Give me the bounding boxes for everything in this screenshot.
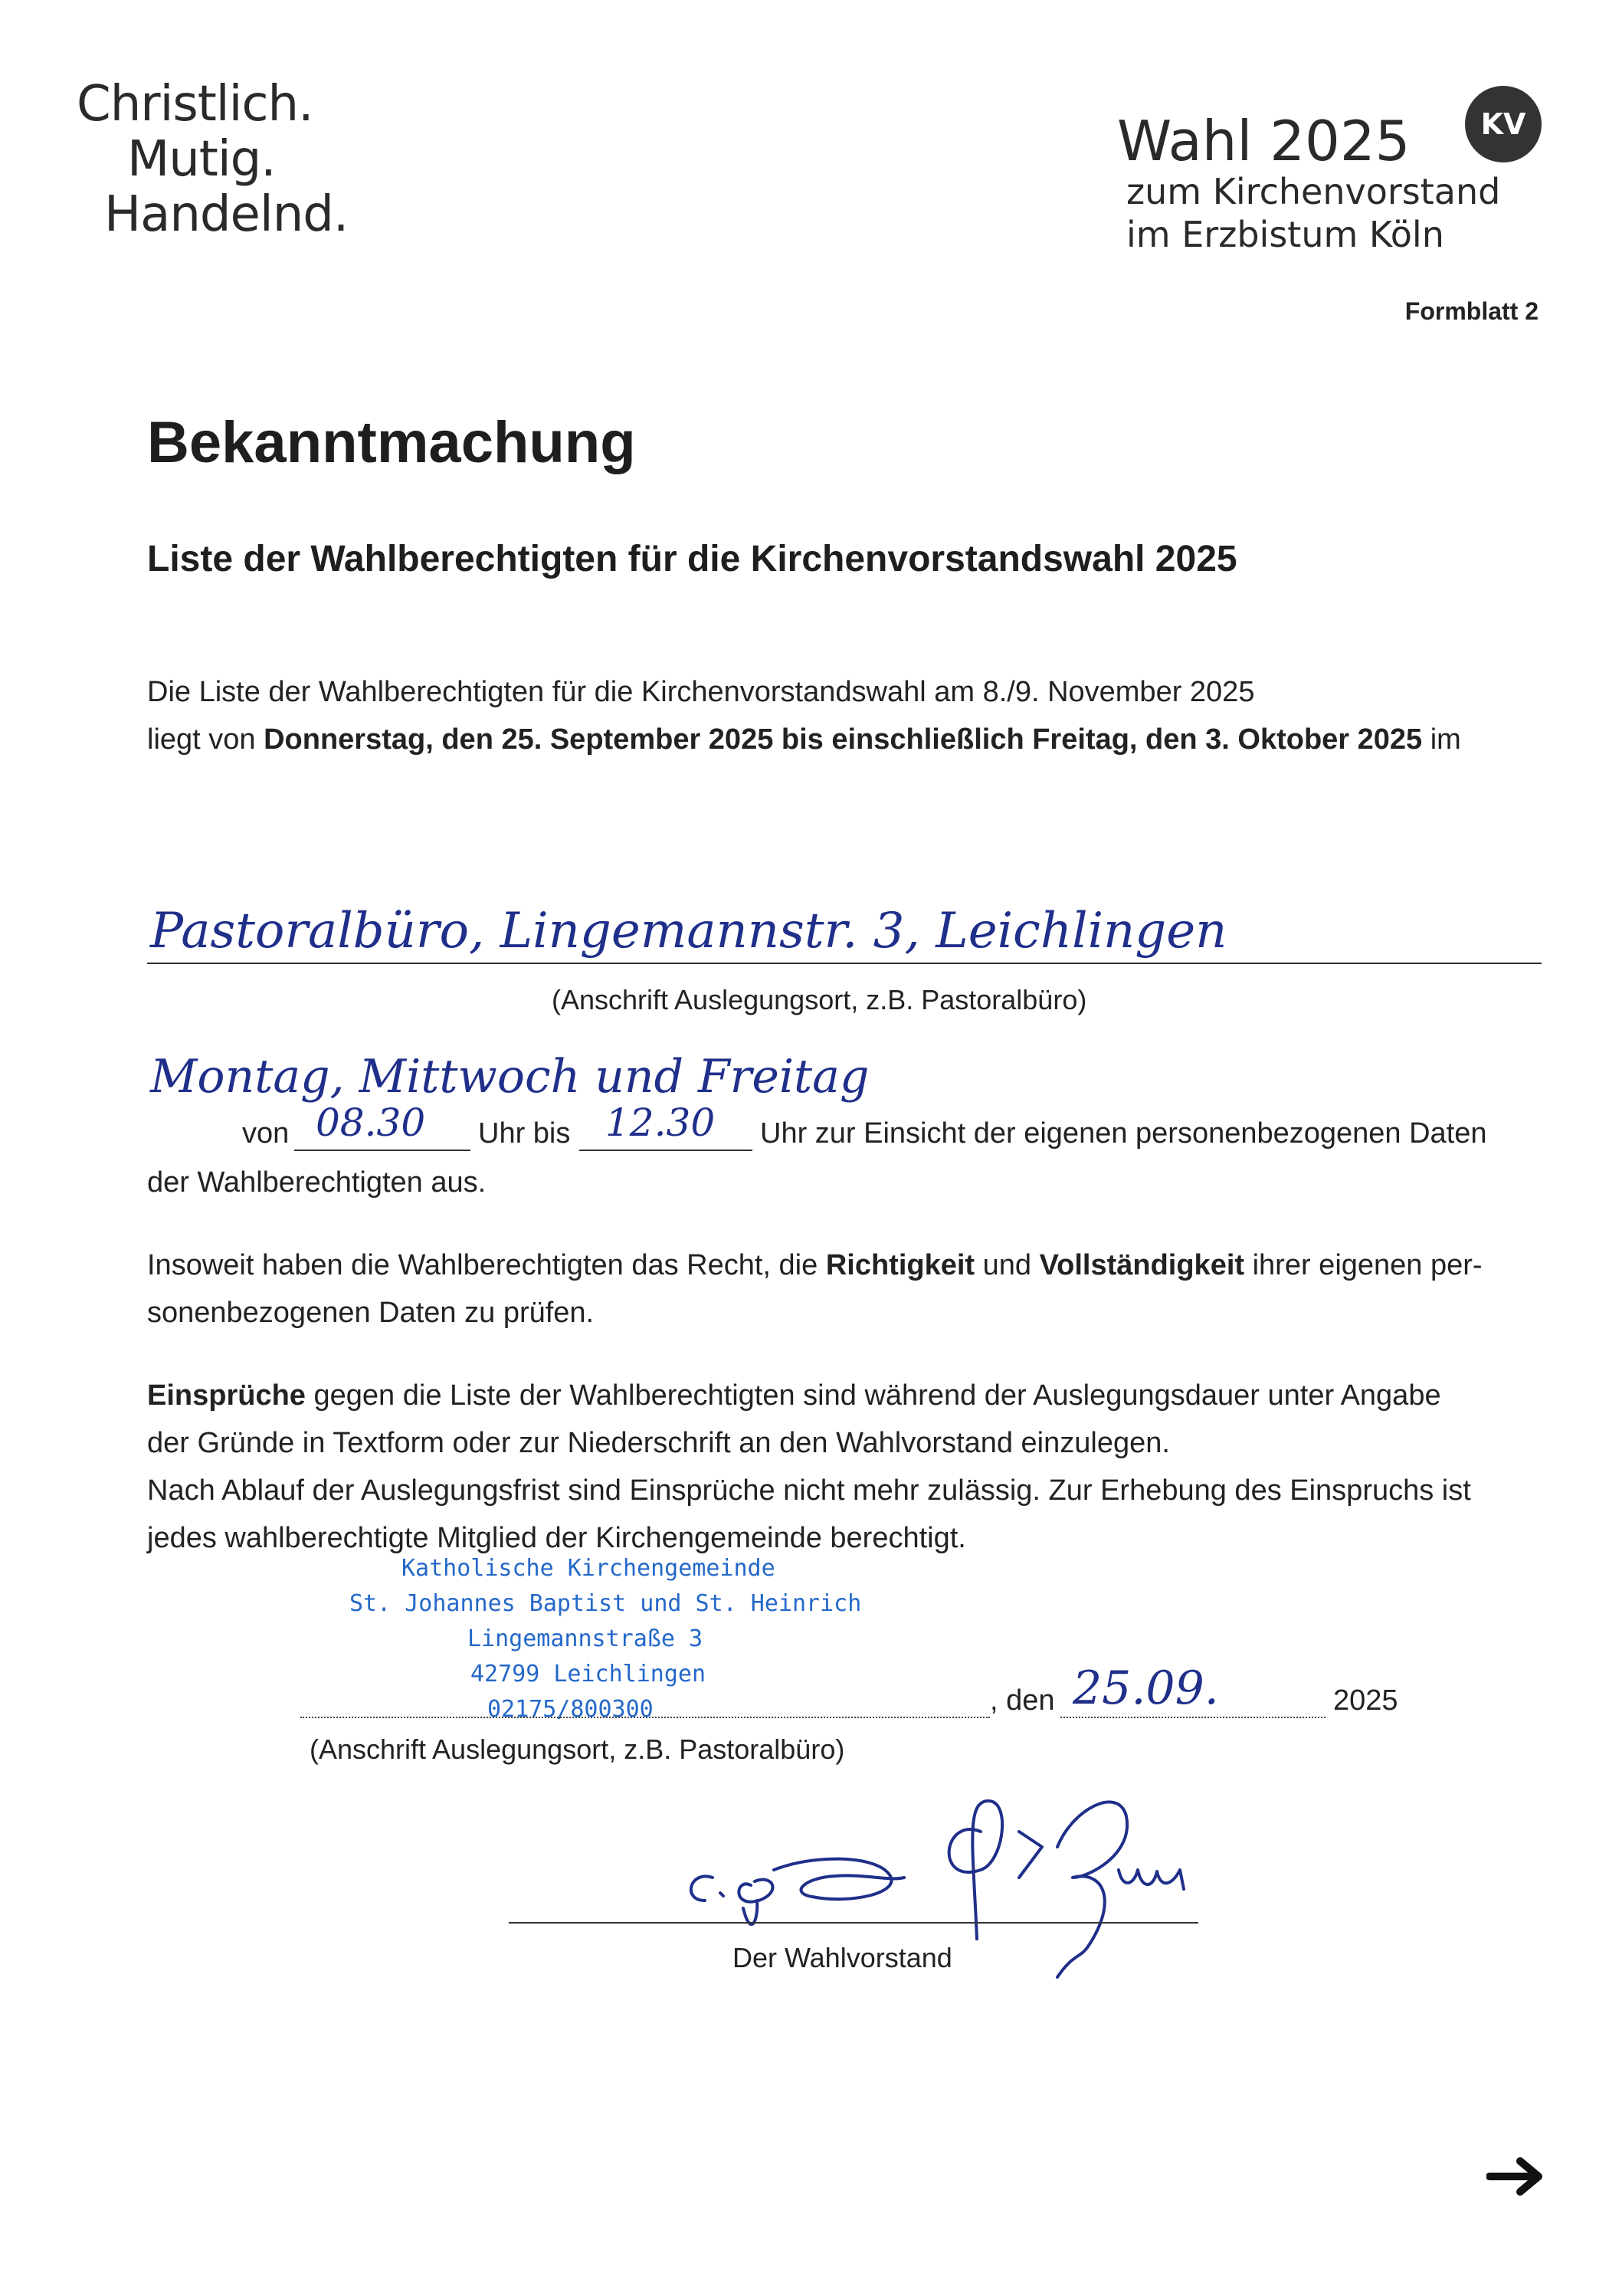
stamp-line-3: Lingemannstraße 3	[467, 1625, 703, 1652]
election-subtitle-line-1: zum Kirchenvorstand	[1126, 171, 1501, 212]
stamp-line-4: 42799 Leichlingen	[470, 1661, 706, 1688]
to-time: 12.30	[605, 1100, 716, 1145]
rights-bold-2: Vollständigkeit	[1039, 1249, 1245, 1281]
days-handwritten: Montag, Mittwoch und Freitag	[150, 1050, 870, 1104]
slogan-line-2: Mutig.	[127, 131, 276, 188]
date-line	[1060, 1717, 1326, 1718]
objections-line-1-rest: gegen die Liste der Wahlberechtigten sind während der Auslegungsdauer unter Angabe	[305, 1379, 1441, 1412]
intro-suffix: im	[1422, 723, 1461, 756]
date-year: 2025	[1333, 1684, 1398, 1717]
intro-line-2	[147, 716, 1461, 763]
rights-prefix: Insoweit haben die Wahlberechtigten das Recht, die	[147, 1249, 826, 1281]
signature-line	[509, 1922, 1198, 1924]
objections-line-1	[147, 1372, 1441, 1419]
signature-stroke-5	[774, 1859, 904, 1900]
arrow-right-icon	[1486, 2153, 1548, 2199]
address-caption: (Anschrift Auslegungsort, z.B. Pastoralbüro)	[310, 1733, 845, 1765]
signature-stroke-8	[1057, 1802, 1127, 1977]
uhr-bis-label: Uhr bis	[478, 1117, 571, 1150]
hours-line-2: der Wahlberechtigten aus.	[147, 1166, 487, 1199]
signature-stroke-6	[949, 1801, 1002, 1939]
rights-bold-1: Richtigkeit	[825, 1249, 975, 1281]
stamp-line-5: 02175/800300	[487, 1696, 654, 1723]
von-label: von	[242, 1117, 290, 1150]
election-title: Wahl 2025	[1117, 109, 1411, 173]
signature-stroke-2	[720, 1893, 723, 1896]
signature-stroke-1	[691, 1876, 713, 1901]
from-time: 08.30	[316, 1100, 426, 1145]
rights-line-1	[147, 1241, 1483, 1289]
signature-stroke-7	[1019, 1832, 1042, 1878]
slogan	[77, 77, 348, 242]
slogan-line-3: Handelnd.	[104, 186, 349, 243]
page-title: Bekanntmachung	[147, 410, 636, 475]
stamp-line-1: Katholische Kirchengemeinde	[401, 1555, 775, 1582]
den-label: , den	[990, 1684, 1055, 1717]
location-caption: (Anschrift Auslegungsort, z.B. Pastoralbüro)	[552, 984, 1087, 1015]
signature-stroke-9	[1119, 1870, 1184, 1889]
objections-line-2: der Gründe in Textform oder zur Niederschrift an den Wahlvorstand einzulegen.	[147, 1427, 1170, 1459]
hours-after-text: Uhr zur Einsicht der eigenen personenbezogenen Daten	[760, 1117, 1487, 1150]
rights-line-2: sonenbezogenen Daten zu prüfen.	[147, 1297, 595, 1329]
election-subtitle	[1126, 170, 1500, 256]
signature-stroke-4	[743, 1901, 757, 1924]
kv-badge: KV	[1465, 86, 1542, 162]
objections-line-4: jedes wahlberechtigte Mitglied der Kirchengemeinde berechtigt.	[147, 1522, 966, 1554]
rights-suffix: ihrer eigenen per-	[1244, 1249, 1483, 1281]
rights-mid: und	[975, 1249, 1040, 1281]
objections-line-3: Nach Ablauf der Auslegungsfrist sind Einsprüche nicht mehr zulässig. Zur Erhebung des Einspruchs ist	[147, 1474, 1471, 1507]
intro-prefix: liegt von	[147, 723, 264, 756]
intro-period: Donnerstag, den 25. September 2025 bis einschließlich Freitag, den 3. Oktober 2025	[264, 723, 1423, 756]
location-handwritten: Pastoralbüro, Lingemannstr. 3, Leichlingen	[150, 903, 1227, 959]
signature-stroke-3	[739, 1880, 772, 1902]
location-line	[147, 963, 1542, 964]
objections-bold: Einsprüche	[147, 1379, 306, 1412]
to-time-line	[579, 1150, 752, 1151]
stamp-line-2: St. Johannes Baptist und St. Heinrich	[349, 1590, 862, 1617]
signature-caption: Der Wahlvorstand	[732, 1942, 952, 1973]
intro-line-1: Die Liste der Wahlberechtigten für die Kirchenvorstandswahl am 8./9. November 2025	[147, 676, 1255, 708]
slogan-line-1: Christlich.	[77, 76, 313, 133]
election-subtitle-line-2: im Erzbistum Köln	[1126, 214, 1444, 255]
page-subtitle: Liste der Wahlberechtigten für die Kirchenvorstandswahl 2025	[147, 539, 1237, 579]
form-number: Formblatt 2	[1404, 297, 1539, 325]
date-handwritten: 25.09.	[1073, 1661, 1219, 1715]
address-line	[300, 1717, 990, 1718]
from-time-line	[294, 1150, 470, 1151]
